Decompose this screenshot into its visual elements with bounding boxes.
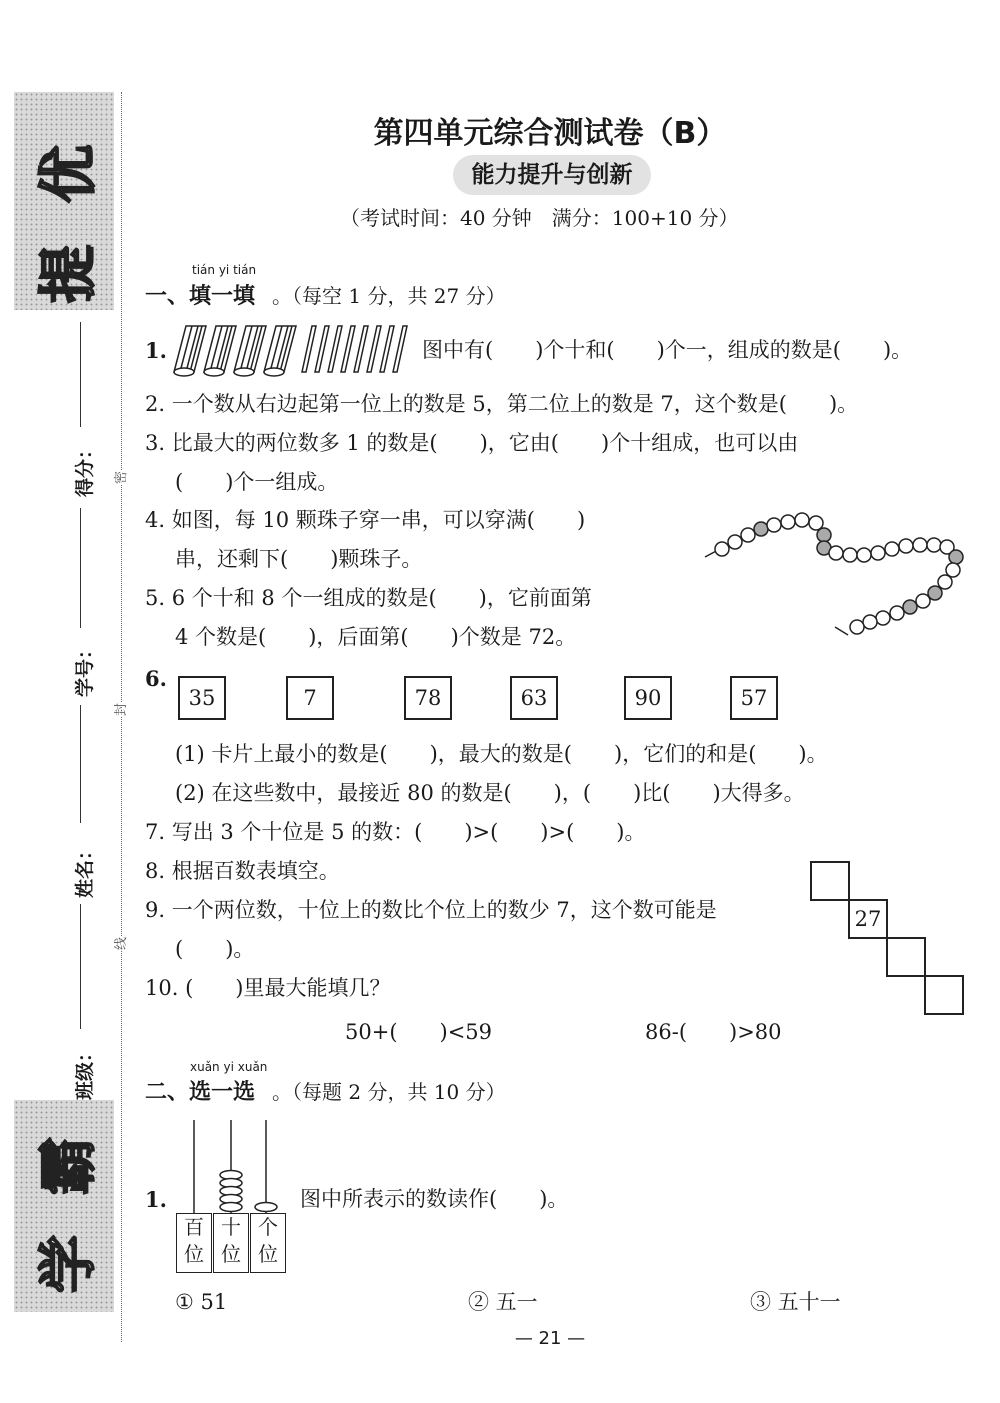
abacus-rods bbox=[176, 1120, 286, 1215]
sidebar-top-char-2: 优 bbox=[34, 144, 103, 204]
single-sticks bbox=[302, 326, 407, 372]
option-1[interactable]: ① 51 bbox=[175, 1290, 228, 1314]
q3-line1: 3. 比最大的两位数多 1 的数是( )，它由( )个十组成，也可以由 bbox=[145, 431, 799, 455]
class-label: 班级： bbox=[74, 1042, 97, 1101]
hundred-chart-cell bbox=[886, 937, 926, 977]
bundle-4 bbox=[264, 326, 296, 376]
q2-text: 2. 一个数从右边起第一位上的数是 5，第二位上的数是 7，这个数是( )。 bbox=[145, 392, 859, 416]
sidebar-bottom-char-1: 学 bbox=[34, 1234, 103, 1294]
seal-char-1: 密 bbox=[110, 471, 129, 484]
score-label: 得分： bbox=[74, 439, 97, 498]
seal-char-3: 线 bbox=[110, 937, 129, 950]
q4-line1: 4. 如图，每 10 颗珠子穿一串，可以穿满( ) bbox=[145, 508, 586, 532]
subtitle-badge: 能力提升与创新 bbox=[453, 155, 651, 195]
score-line bbox=[80, 322, 81, 427]
sticks-illustration bbox=[172, 322, 412, 378]
sidebar-top-char-1: 提 bbox=[34, 244, 103, 304]
section1-title: 一、填一填 bbox=[145, 284, 256, 309]
q5-line2: 4 个数是( )，后面第( )个数是 72。 bbox=[175, 625, 577, 649]
number-card: 57 bbox=[730, 676, 778, 720]
name-label: 姓名： bbox=[74, 840, 97, 899]
section2-pinyin: xuǎn yi xuǎn bbox=[190, 1060, 268, 1074]
option-2[interactable]: ② 五一 bbox=[468, 1290, 538, 1314]
name-line bbox=[80, 705, 81, 823]
student-id-line bbox=[80, 508, 81, 628]
page-title: 第四单元综合测试卷（B） bbox=[373, 116, 727, 151]
number-card: 7 bbox=[286, 676, 334, 720]
q3-line2: ( )个一组成。 bbox=[175, 470, 339, 494]
bundle-1 bbox=[174, 326, 206, 376]
class-line bbox=[80, 904, 81, 1029]
q10-expr1: 50+( )<59 bbox=[345, 1020, 493, 1044]
q9-line1: 9. 一个两位数，十位上的数比个位上的数少 7，这个数可能是 bbox=[145, 898, 717, 922]
seal-dotted-line bbox=[121, 92, 122, 1342]
hundred-chart-cell: 27 bbox=[848, 899, 888, 939]
q1-number: 1. bbox=[145, 338, 167, 363]
q6-sub1: (1) 卡片上最小的数是( )，最大的数是( )，它们的和是( )。 bbox=[175, 742, 828, 766]
bundle-3 bbox=[234, 326, 266, 376]
hundred-chart-cell bbox=[810, 861, 850, 901]
number-card: 78 bbox=[404, 676, 452, 720]
sidebar-bottom-char-2: 霸 bbox=[34, 1136, 103, 1196]
q1-text: 图中有( )个十和( )个一，组成的数是( )。 bbox=[422, 338, 913, 362]
number-card: 90 bbox=[624, 676, 672, 720]
seal-char-2: 封 bbox=[110, 703, 129, 716]
sidebar-bottom-decoration bbox=[14, 1100, 114, 1312]
number-card: 63 bbox=[510, 676, 558, 720]
number-card: 35 bbox=[178, 676, 226, 720]
bundle-2 bbox=[204, 326, 236, 376]
beads-illustration bbox=[700, 505, 975, 645]
q7-text: 7. 写出 3 个十位是 5 的数：( )>( )>( )。 bbox=[145, 820, 646, 844]
student-id-label: 学号： bbox=[74, 639, 97, 698]
s2-q1-number: 1. bbox=[145, 1187, 167, 1212]
hundred-chart-cell bbox=[924, 975, 964, 1015]
abacus-label-ones: 个 位 bbox=[250, 1213, 286, 1273]
section1-note: 。（每空 1 分，共 27 分） bbox=[272, 284, 506, 308]
q6-number: 6. bbox=[145, 666, 167, 691]
section1-pinyin: tián yi tián bbox=[192, 263, 257, 277]
q6-sub2: (2) 在这些数中，最接近 80 的数是( )，( )比( )大得多。 bbox=[175, 781, 805, 805]
q10-expr2: 86-( )>80 bbox=[645, 1020, 782, 1044]
section2-note: 。（每题 2 分，共 10 分） bbox=[272, 1080, 506, 1104]
exam-info: （考试时间：40 分钟 满分：100+10 分） bbox=[340, 206, 739, 230]
page-number: — 21 — bbox=[514, 1328, 586, 1349]
q8-text: 8. 根据百数表填空。 bbox=[145, 859, 340, 883]
q10-text: 10. ( )里最大能填几？ bbox=[145, 976, 391, 1000]
q9-line2: ( )。 bbox=[175, 937, 255, 961]
abacus-label-hundreds: 百 位 bbox=[176, 1213, 212, 1273]
q5-line1: 5. 6 个十和 8 个一组成的数是( )，它前面第 bbox=[145, 586, 592, 610]
abacus-label-tens: 十 位 bbox=[213, 1213, 249, 1273]
section2-title: 二、选一选 bbox=[145, 1080, 256, 1105]
q4-line2: 串，还剩下( )颗珠子。 bbox=[175, 547, 423, 571]
option-3[interactable]: ③ 五十一 bbox=[750, 1290, 841, 1314]
s2-q1-text: 图中所表示的数读作( )。 bbox=[300, 1187, 569, 1211]
